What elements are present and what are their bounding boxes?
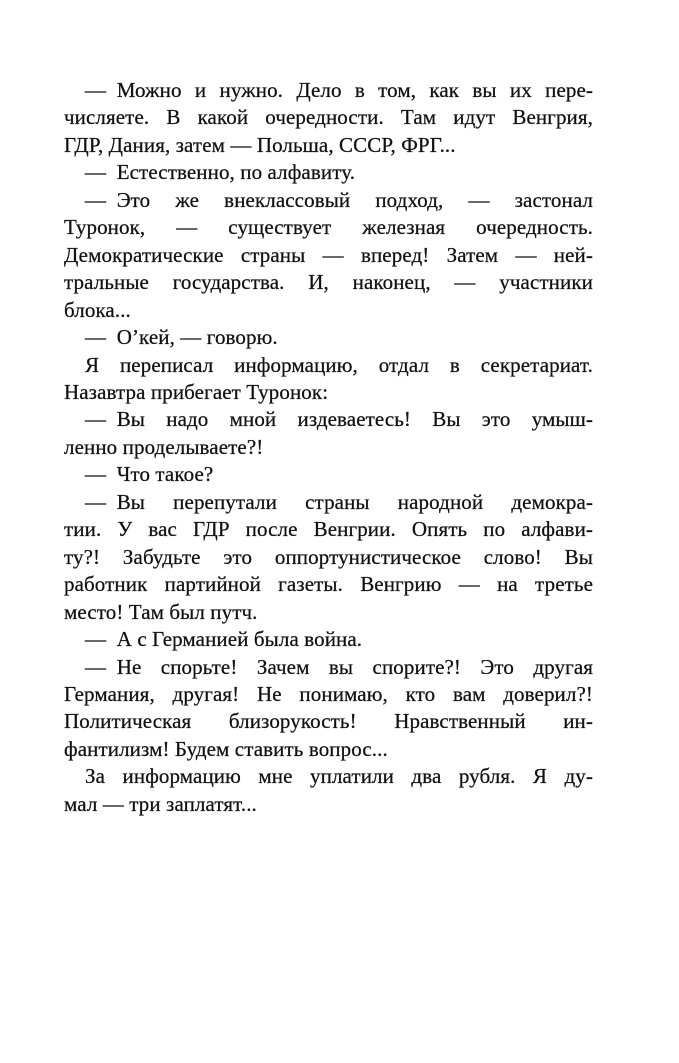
- text-line: место! Там был путч.: [64, 599, 258, 624]
- text-line: Политическая близорукость! Нравственный ин-: [64, 709, 593, 734]
- text-line: Я переписал информацию, отдал в секретариат.: [85, 352, 593, 377]
- text-line: числяете. В какой очередности. Там идут Венгрия,: [64, 105, 593, 130]
- text-line: — Это же внеклассовый подход, — застонал: [85, 187, 593, 212]
- text-line: ту?! Забудьте это оппортунистическое слово! Вы: [64, 544, 593, 569]
- text-line: — Не спорьте! Зачем вы спорите?! Это другая: [85, 654, 593, 679]
- text-line: ГДР, Дания, затем — Польша, СССР, ФРГ...: [64, 132, 456, 157]
- text-line: Германия, другая! Не понимаю, кто вам доверил?!: [64, 681, 593, 706]
- text-line: — Естественно, по алфавиту.: [85, 160, 356, 185]
- text-line: работник партийной газеты. Венгрию — на третье: [64, 572, 593, 597]
- text-line: тии. У вас ГДР после Венгрии. Опять по алфави-: [64, 517, 593, 542]
- text-line: фантилизм! Будем ставить вопрос...: [64, 736, 388, 761]
- text-line: За информацию мне уплатили два рубля. Я ду-: [85, 764, 593, 789]
- page-text: [64, 77, 593, 818]
- text-line: мал — три заплатят...: [64, 791, 257, 816]
- text-line: — Вы перепутали страны народной демокра-: [85, 489, 593, 514]
- text-line: Демократические страны — вперед! Затем — ней-: [64, 242, 593, 267]
- text-line: ленно проделываете?!: [64, 434, 264, 459]
- text-line: — Вы надо мной издеваетесь! Вы это умыш-: [85, 407, 593, 432]
- text-line: — О’кей, — говорю.: [85, 325, 278, 350]
- text-line: Туронок, — существует железная очередность.: [64, 215, 593, 240]
- text-line: — А с Германией была война.: [85, 627, 363, 652]
- text-line: — Что такое?: [85, 462, 214, 487]
- text-line: Назавтра прибегает Туронок:: [64, 379, 329, 404]
- text-line: — Можно и нужно. Дело в том, как вы их пере-: [85, 78, 593, 102]
- text-line: тральные государства. И, наконец, — участники: [64, 270, 593, 295]
- text-line: блока...: [64, 297, 131, 322]
